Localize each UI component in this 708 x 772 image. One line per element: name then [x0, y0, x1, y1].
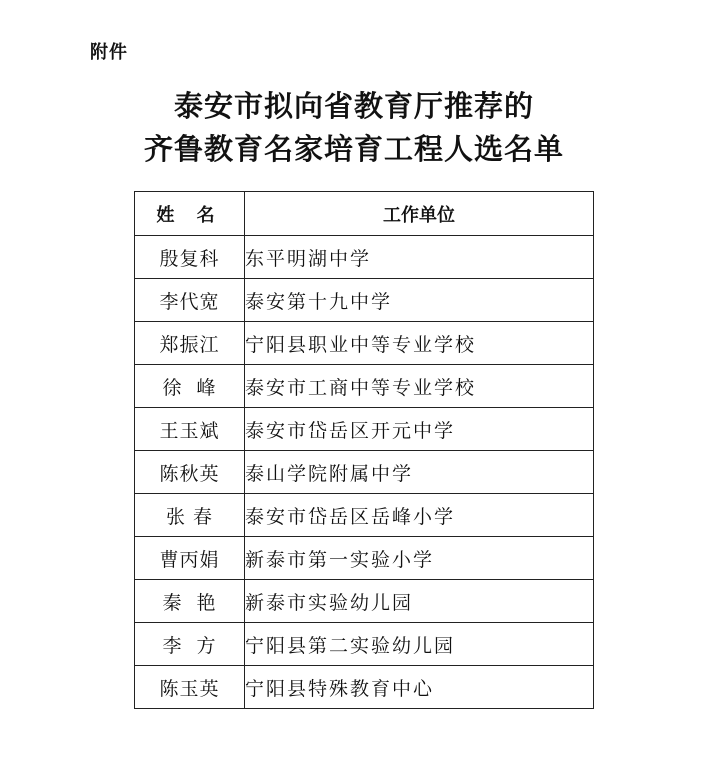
candidate-name: 张 春 — [135, 494, 245, 537]
table-row — [135, 623, 594, 666]
table-row — [135, 408, 594, 451]
header-name: 姓 名 — [135, 192, 245, 236]
candidate-name: 李 方 — [135, 623, 245, 666]
table-row — [135, 322, 594, 365]
table-row — [135, 451, 594, 494]
candidate-work-unit: 泰安市岱岳区岳峰小学 — [245, 494, 594, 537]
candidate-table — [134, 191, 594, 709]
table-row — [135, 537, 594, 580]
candidate-work-unit: 泰安市工商中等专业学校 — [245, 365, 594, 408]
candidate-work-unit: 泰安第十九中学 — [245, 279, 594, 322]
candidate-name: 曹丙娟 — [135, 537, 245, 580]
candidate-name: 殷复科 — [135, 236, 245, 279]
table-row — [135, 279, 594, 322]
candidate-name: 郑振江 — [135, 322, 245, 365]
table-row — [135, 666, 594, 709]
header-work-unit: 工作单位 — [245, 192, 594, 236]
document-title-line-1: 泰安市拟向省教育厅推荐的 — [173, 89, 534, 123]
table-header-row — [135, 192, 594, 236]
candidate-work-unit: 新泰市第一实验小学 — [245, 537, 594, 580]
document-title-line-2: 齐鲁教育名家培育工程人选名单 — [143, 132, 564, 166]
candidate-work-unit: 东平明湖中学 — [245, 236, 594, 279]
table-row — [135, 365, 594, 408]
candidate-work-unit: 宁阳县第二实验幼儿园 — [245, 623, 594, 666]
table-row — [135, 580, 594, 623]
candidate-name: 陈秋英 — [135, 451, 245, 494]
candidate-work-unit: 泰安市岱岳区开元中学 — [245, 408, 594, 451]
candidate-work-unit: 宁阳县特殊教育中心 — [245, 666, 594, 709]
candidate-work-unit: 新泰市实验幼儿园 — [245, 580, 594, 623]
candidate-name: 陈玉英 — [135, 666, 245, 709]
candidate-work-unit: 泰山学院附属中学 — [245, 451, 594, 494]
candidate-work-unit: 宁阳县职业中等专业学校 — [245, 322, 594, 365]
attachment-label: 附件 — [90, 42, 128, 63]
candidate-name: 徐 峰 — [135, 365, 245, 408]
table-row — [135, 236, 594, 279]
table-row — [135, 494, 594, 537]
candidate-name: 秦 艳 — [135, 580, 245, 623]
candidate-name: 李代宽 — [135, 279, 245, 322]
candidate-name: 王玉斌 — [135, 408, 245, 451]
